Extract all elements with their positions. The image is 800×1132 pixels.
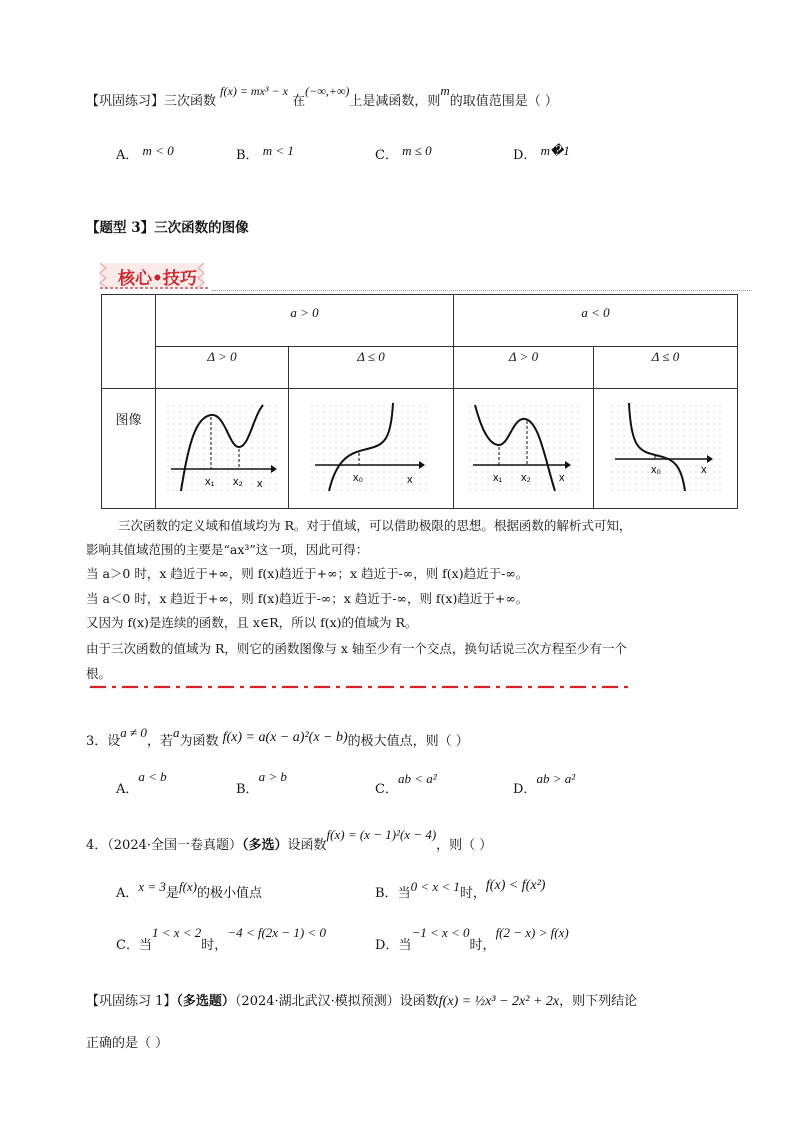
sub-header-3: Δ > 0: [454, 347, 594, 389]
header-a-negative: a < 0: [454, 295, 738, 347]
q4-line: 4．（2024·全国一卷真题）（多选）设函数f(x) = (x − 1)²(x − 4)，则（ ）: [86, 827, 493, 853]
q4-multi-tag: （多选）: [242, 838, 288, 853]
graph-cell-1: [156, 389, 289, 509]
label-x1: x₁: [492, 471, 502, 484]
graph-cell-3: [454, 389, 594, 509]
q4-option-c: C．当1 < x < 2时，−4 < f(2x − 1) < 0: [116, 925, 326, 953]
q3-number: 3．: [86, 734, 108, 749]
row-label: 图像: [102, 389, 156, 509]
interval: (−∞,+∞): [305, 84, 350, 98]
sub-header-2: Δ ≤ 0: [289, 347, 454, 389]
label-x0: x₀: [353, 471, 364, 484]
section-title: 【题型 3】三次函数的图像: [86, 220, 249, 236]
q4-option-a: A．x = 3是f(x)的极小值点: [116, 879, 263, 901]
cubic-graph-table: [101, 294, 738, 509]
label-x2: x₂: [233, 475, 243, 488]
q3-option-c: C．ab < a²: [375, 771, 437, 797]
practice1-tag: 【巩固练习 1】: [86, 994, 177, 1009]
q4-function: f(x) = (x − 1)²(x − 4): [326, 827, 437, 842]
note-line-4: 当 a＜0 时，x 趋近于+∞，则 f(x)趋近于-∞；x 趋近于-∞，则 f(x)趋近于+∞。: [86, 591, 529, 606]
note-line-1: 三次函数的定义域和值域均为 R。对于值域，可以借助极限的思想。根据函数的解析式可知，: [118, 518, 632, 533]
q3-function: f(x) = a(x − a)²(x − b): [222, 730, 348, 745]
graph-aneg-monotone: [611, 399, 721, 495]
q3-line: 3．设a ≠ 0，若a为函数 f(x) = a(x − a)²(x − b)的极大值点，则（ ）: [86, 725, 469, 749]
q4-source: （2024·全国一卷真题）: [107, 838, 242, 853]
practice0-line: 【巩固练习】三次函数 f(x) = mx³ − x 在(−∞,+∞)上是减函数，则m的取值范围是（ ）: [86, 83, 558, 109]
table-corner: [102, 295, 156, 389]
practice1-line: 【巩固练习 1】（多选题）（2024·湖北武汉·模拟预测）设函数f(x) = ½x³ − 2x² + 2x，则下列结论: [86, 994, 638, 1009]
note-line-3: 当 a＞0 时，x 趋近于+∞，则 f(x)趋近于+∞；x 趋近于-∞，则 f(x)趋近于-∞。: [86, 566, 529, 581]
q4-option-d: D．当−1 < x < 0时，f(2 − x) > f(x): [375, 925, 569, 953]
practice1-function: f(x) = ½x³ − 2x² + 2x: [438, 994, 560, 1009]
graph-aneg-two-roots: [469, 399, 579, 495]
graph-apos-two-roots: [167, 399, 277, 495]
label-x1: x₁: [205, 475, 215, 488]
practice1-line-2: 正确的是（ ）: [86, 1036, 169, 1051]
q4-number: 4．: [86, 838, 108, 853]
header-a-positive: a > 0: [156, 295, 454, 347]
q3-option-d: D．ab > a²: [513, 771, 576, 797]
function-expr: f(x) = mx³ − x: [220, 84, 288, 98]
sub-header-4: Δ ≤ 0: [594, 347, 738, 389]
practice1-multi-tag: （多选题）: [176, 994, 235, 1009]
red-dash-divider: [90, 684, 630, 690]
label-axis: x: [558, 471, 564, 484]
sub-header-1: Δ > 0: [156, 347, 289, 389]
label-x2: x₂: [520, 471, 531, 484]
practice0-option-d: D． m�1: [513, 143, 570, 163]
label-x0: x₀: [650, 463, 661, 476]
practice1-source: （2024·湖北武汉·模拟预测）: [234, 994, 400, 1009]
label-axis: x: [257, 477, 263, 490]
practice0-option-a: A． m < 0: [116, 143, 174, 163]
graph-cell-2: [289, 389, 454, 509]
note-line-7: 根。: [86, 666, 112, 681]
practice-tag: 【巩固练习】: [86, 94, 165, 109]
graph-apos-monotone: [311, 399, 431, 495]
graph-cell-4: [594, 389, 738, 509]
note-line-2: 影响其值域范围的主要是“ax³”这一项，因此可得：: [86, 542, 369, 557]
dotted-divider: [212, 290, 752, 291]
q4-option-b: B．当0 < x < 1时，f(x) < f(x²): [375, 878, 546, 901]
note-line-5: 又因为 f(x)是连续的函数，且 x∈R，所以 f(x)的值域为 R。: [86, 615, 418, 630]
note-line-6: 由于三次函数的值域为 R，则它的函数图像与 x 轴至少有一个交点，换句话说三次方程至少有一个: [86, 641, 627, 656]
badge-label: 核心•技巧: [118, 269, 197, 289]
practice0-option-c: C． m ≤ 0: [375, 143, 432, 163]
q3-option-b: B．a > b: [236, 769, 287, 797]
label-axis: x: [700, 463, 706, 476]
practice0-option-b: B． m < 1: [236, 143, 294, 163]
q3-option-a: A．a < b: [116, 769, 167, 797]
label-axis: x: [407, 473, 413, 486]
